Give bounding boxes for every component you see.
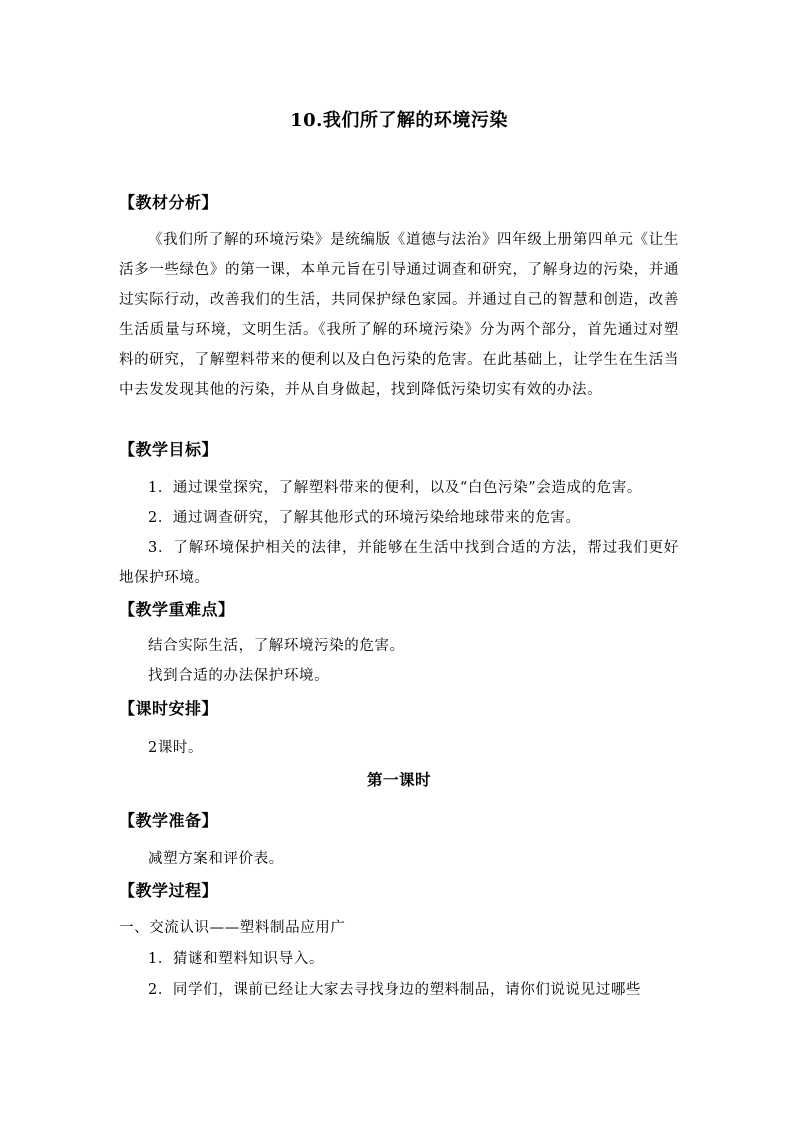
heading-analysis: 【教材分析】	[119, 193, 219, 212]
heading-process: 【教学过程】	[119, 881, 219, 900]
goal-item-1: 1．通过课堂探究，了解塑料带来的便利，以及“白色污染”会造成的危害。	[148, 480, 642, 496]
heading-preparation: 【教学准备】	[119, 811, 219, 830]
heading-schedule: 【课时安排】	[119, 699, 219, 718]
preparation-text: 减塑方案和评价表。	[148, 851, 284, 867]
key-point-2: 找到合适的办法保护环境。	[148, 668, 330, 684]
goal-item-3: 3．了解环境保护相关的法律，并能够在生活中找到合适的方法，帮过我们更好地保护环境。	[119, 540, 679, 586]
key-point-1: 结合实际生活，了解环境污染的危害。	[148, 638, 405, 654]
document-title: 10.我们所了解的环境污染	[290, 110, 508, 131]
heading-key-points: 【教学重难点】	[119, 600, 235, 619]
process-part-1: 一、交流认识——塑料制品应用广	[119, 920, 346, 936]
process-step-1: 1．猜谜和塑料知识导入。	[148, 951, 324, 967]
process-step-2: 2．同学们，课前已经让大家去寻找身边的塑料制品，请你们说说见过哪些	[148, 982, 642, 998]
goal-item-2: 2．通过调查研究，了解其他形式的环境污染给地球带来的危害。	[148, 510, 581, 526]
heading-goals: 【教学目标】	[119, 440, 219, 459]
schedule-text: 2课时。	[148, 740, 204, 756]
analysis-paragraph: 《我们所了解的环境污染》是统编版《道德与法治》四年级上册第四单元《让生活多一些绿色》的第一课，本单元旨在引导通过调查和研究，了解身边的污染，并通过实际行动，改善我们的生活，共同保护绿色家园。并通过自己的智慧和创造，改善生活质量与环境，文明生活。《我所了解的环境污染》分为两个部分，首先通过对塑料的研究，了解塑料带来的便利以及白色污染的危害。在此基础上，让学生在生活当中去发发现其他的污染，并从自身做起，找到降低污染切实有效的办法。	[119, 232, 679, 398]
lesson-title: 第一课时	[366, 770, 431, 789]
